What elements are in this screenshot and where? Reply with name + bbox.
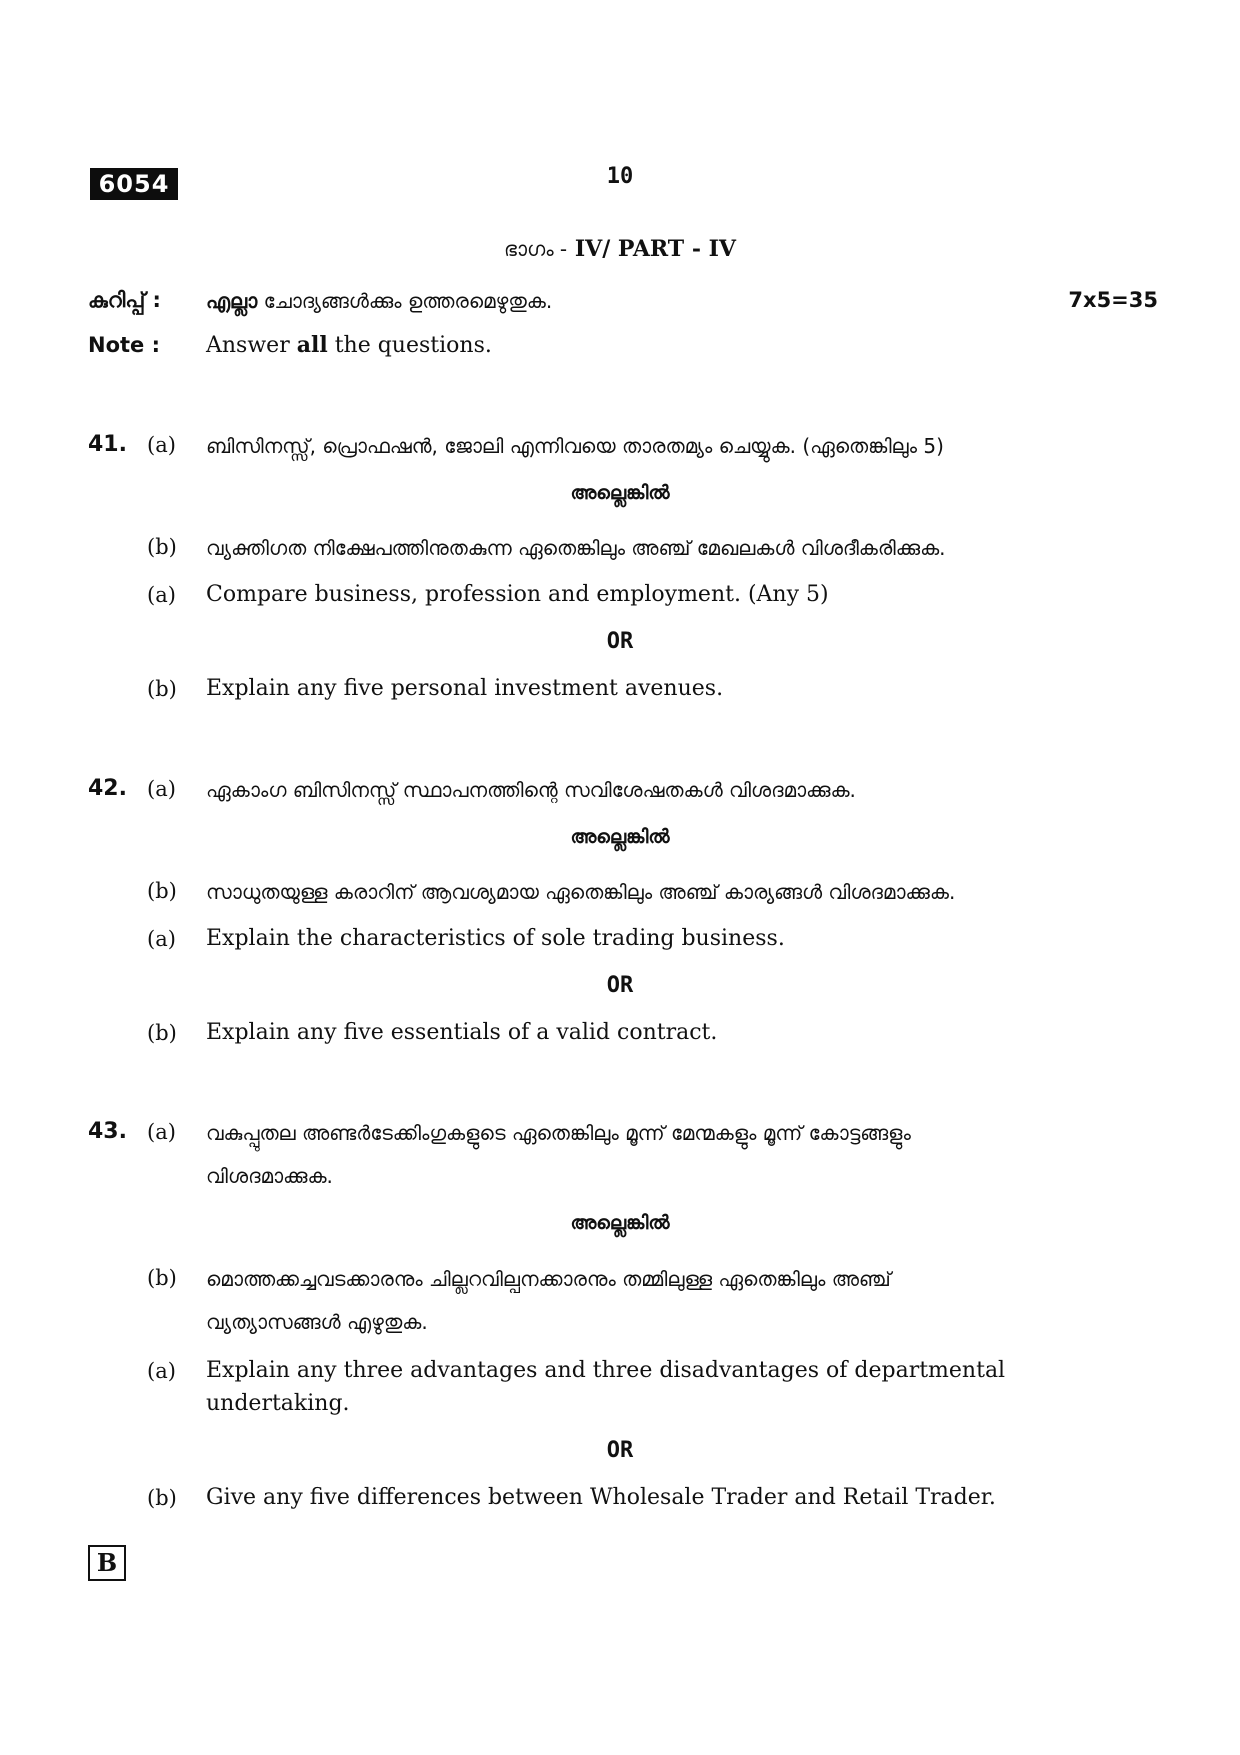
q41-a-label-mal: (a)	[147, 433, 176, 457]
question-number-43: 43.	[88, 1119, 127, 1144]
q43-a-label-mal: (a)	[147, 1120, 176, 1144]
q43-a-label-eng: (a)	[147, 1359, 176, 1383]
q42-b-label-mal: (b)	[147, 879, 177, 903]
or-english: OR	[606, 629, 634, 654]
q43-b-label-mal: (b)	[147, 1266, 177, 1290]
part-title-malayalam: ഭാഗം -	[504, 237, 568, 261]
marks-allocation: 7x5=35	[1068, 288, 1158, 312]
note-label-malayalam: കുറിപ്പ് :	[88, 288, 161, 312]
series-badge: B	[88, 1545, 126, 1581]
q42-b-malayalam: സാധുതയുള്ള കരാറിന് ആവശ്യമായ ഏതെങ്കിലും അഞ്ച് കാര്യങ്ങൾ വിശദമാക്കുക.	[206, 880, 956, 904]
q43-a-english-line2: undertaking.	[206, 1391, 350, 1416]
page-number: 10	[606, 164, 634, 189]
q41-b-label-mal: (b)	[147, 535, 177, 559]
q42-a-label-eng: (a)	[147, 927, 176, 951]
q41-a-label-eng: (a)	[147, 583, 176, 607]
note-eng-bold: all	[296, 332, 328, 358]
q41-b-label-eng: (b)	[147, 677, 177, 701]
q43-a-malayalam-line2: വിശദമാക്കുക.	[206, 1164, 333, 1188]
or-english: OR	[606, 1438, 634, 1463]
q42-a-english: Explain the characteristics of sole trading business.	[206, 926, 785, 951]
q42-a-malayalam: ഏകാംഗ ബിസിനസ്സ് സ്ഥാപനത്തിന്റെ സവിശേഷതകൾ വിശദമാക്കുക.	[206, 778, 856, 802]
part-title	[0, 236, 1240, 262]
note-eng-post: the questions.	[334, 333, 492, 358]
q43-a-english-line1: Explain any three advantages and three disadvantages of departmental	[206, 1358, 1006, 1383]
q43-a-malayalam-line1: വകുപ്പുതല അണ്ടർടേക്കിംഗുകളുടെ ഏതെങ്കിലും മൂന്ന് മേന്മകളും മൂന്ന് കോട്ടങ്ങളും	[206, 1121, 911, 1145]
q43-b-label-eng: (b)	[147, 1486, 177, 1510]
or-malayalam: അല്ലെങ്കിൽ	[570, 826, 670, 848]
q41-a-malayalam: ബിസിനസ്സ്, പ്രൊഫഷൻ, ജോലി എന്നിവയെ താരതമ്യം ചെയ്യുക. (ഏതെങ്കിലും 5)	[206, 434, 944, 458]
note-label-english: Note :	[88, 333, 160, 357]
q42-b-label-eng: (b)	[147, 1021, 177, 1045]
q42-b-english: Explain any five essentials of a valid contract.	[206, 1020, 718, 1045]
note-text-english	[206, 332, 492, 358]
note-text-malayalam	[206, 289, 552, 313]
q43-b-english: Give any five differences between Wholesale Trader and Retail Trader.	[206, 1485, 996, 1510]
q41-a-english: Compare business, profession and employment. (Any 5)	[206, 582, 829, 607]
or-malayalam: അല്ലെങ്കിൽ	[570, 1212, 670, 1234]
question-number-41: 41.	[88, 432, 127, 457]
part-title-english: IV/ PART - IV	[574, 236, 736, 262]
or-english: OR	[606, 973, 634, 998]
question-number-42: 42.	[88, 776, 127, 801]
q41-b-english: Explain any five personal investment avenues.	[206, 676, 724, 701]
note-eng-pre: Answer	[206, 333, 290, 358]
note-bold-malayalam: എല്ലാ	[206, 289, 258, 313]
or-malayalam: അല്ലെങ്കിൽ	[570, 482, 670, 504]
q43-b-malayalam-line1: മൊത്തക്കച്ചവടക്കാരനും ചില്ലറവില്പനക്കാരനും തമ്മിലുള്ള ഏതെങ്കിലും അഞ്ച്	[206, 1267, 891, 1291]
paper-code-badge: 6054	[90, 168, 178, 200]
q43-b-malayalam-line2: വ്യത്യാസങ്ങൾ എഴുതുക.	[206, 1310, 428, 1334]
q41-b-malayalam: വ്യക്തിഗത നിക്ഷേപത്തിനുതകുന്ന ഏതെങ്കിലും അഞ്ച് മേഖലകൾ വിശദീകരിക്കുക.	[206, 536, 946, 560]
q42-a-label-mal: (a)	[147, 777, 176, 801]
note-rest-malayalam: ചോദ്യങ്ങൾക്കും ഉത്തരമെഴുതുക.	[263, 289, 553, 313]
